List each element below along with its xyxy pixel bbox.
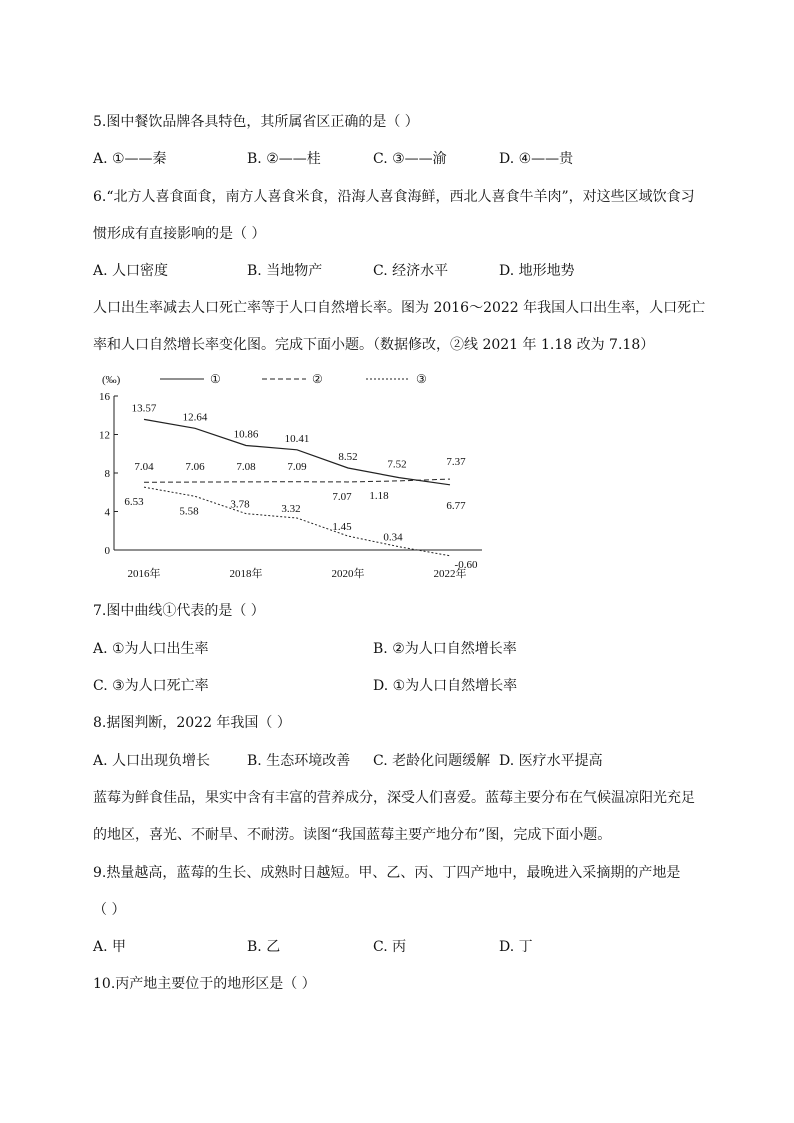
data-label: 7.07: [332, 490, 352, 503]
data-label: 7.04: [134, 461, 154, 474]
legend-label: ③: [416, 372, 427, 386]
legend-label: ①: [210, 372, 221, 386]
data-label: 7.09: [287, 460, 307, 473]
q8-stem: 8.据图判断，2022 年我国（ ）: [93, 715, 291, 731]
q9-option-d[interactable]: D. 丁: [499, 939, 533, 955]
data-label: 7.52: [387, 458, 407, 471]
y-tick-label: 12: [99, 429, 110, 442]
x-tick-label: 2022年: [433, 568, 467, 580]
q6-option-d[interactable]: D. 地形地势: [499, 263, 575, 279]
q9-option-b[interactable]: B. 乙: [247, 939, 281, 955]
chart-legend: [160, 372, 427, 386]
x-tick-label: 2016年: [127, 568, 161, 580]
data-label: 8.52: [338, 450, 358, 463]
data-label: 3.32: [281, 503, 301, 516]
q5-option-d[interactable]: D. ④——贵: [499, 151, 574, 167]
q9-stem-line2: （ ）: [93, 902, 126, 918]
data-label: 7.37: [446, 456, 466, 469]
data-label: 10.41: [284, 432, 310, 445]
data-label: 12.64: [182, 411, 208, 424]
y-axis-unit: (‰): [102, 374, 121, 386]
series-line: [144, 487, 450, 556]
q8-option-b[interactable]: B. 生态环境改善: [247, 753, 351, 769]
chart-axes: [99, 374, 482, 580]
q8-option-d[interactable]: D. 医疗水平提高: [499, 753, 603, 769]
data-label: 1.18: [369, 489, 389, 502]
x-tick-label: 2018年: [229, 568, 263, 580]
series-line: [144, 479, 450, 482]
population-rate-chart: [90, 368, 490, 583]
q7-stem: 7.图中曲线①代表的是（ ）: [93, 603, 265, 619]
q5-option-b[interactable]: B. ②——桂: [247, 151, 321, 167]
data-label: 7.08: [236, 460, 256, 473]
data-label: 13.57: [131, 402, 157, 415]
q6-option-c[interactable]: C. 经济水平: [373, 263, 449, 279]
intro2-line2: 的地区，喜光、不耐旱、不耐涝。读图“我国蓝莓主要产地分布”图，完成下面小题。: [93, 827, 612, 843]
data-label: 6.77: [446, 499, 466, 512]
intro1-line2: 率和人口自然增长率变化图。完成下面小题。（数据修改，②线 2021 年 1.18 改为 7.18）: [93, 337, 655, 353]
y-tick-label: 16: [99, 391, 110, 403]
data-label: -0.60: [454, 558, 478, 571]
q6-option-a[interactable]: A. 人口密度: [93, 263, 169, 279]
series-line: [144, 419, 450, 484]
data-label: 7.06: [185, 461, 205, 474]
q7-option-b[interactable]: B. ②为人口自然增长率: [373, 641, 517, 657]
data-label: 5.58: [179, 505, 199, 518]
q7-option-d[interactable]: D. ①为人口自然增长率: [373, 678, 518, 694]
q7-option-c[interactable]: C. ③为人口死亡率: [93, 678, 209, 694]
legend-label: ②: [312, 372, 323, 386]
q8-option-a[interactable]: A. 人口出现负增长: [93, 753, 211, 769]
intro1-line1: 人口出生率减去人口死亡率等于人口自然增长率。图为 2016～2022 年我国人口出生率，人口死亡: [93, 300, 706, 316]
data-label: 6.53: [124, 496, 144, 509]
data-label: 1.45: [332, 521, 352, 534]
q6-stem-line1: 6.“北方人喜食面食，南方人喜食米食，沿海人喜食海鲜，西北人喜食牛羊肉”，对这些区域饮食习: [93, 189, 695, 205]
y-tick-label: 0: [104, 545, 110, 557]
intro2-line1: 蓝莓为鲜食佳品，果实中含有丰富的营养成分，深受人们喜爱。蓝莓主要分布在气候温凉阳光充足: [93, 790, 695, 806]
data-label: 10.86: [233, 428, 259, 441]
q5-stem: 5.图中餐饮品牌各具特色，其所属省区正确的是（ ）: [93, 114, 419, 130]
q10-stem: 10.丙产地主要位于的地形区是（ ）: [93, 976, 316, 992]
x-tick-label: 2020年: [331, 568, 365, 580]
q5-option-a[interactable]: A. ①——秦: [93, 151, 167, 167]
q9-option-a[interactable]: A. 甲: [93, 939, 127, 955]
data-label: 3.78: [230, 498, 250, 511]
q7-option-a[interactable]: A. ①为人口出生率: [93, 641, 209, 657]
q9-stem: 9.热量越高，蓝莓的生长、成熟时日越短。甲、乙、丙、丁四产地中，最晚进入采摘期的产地是: [93, 865, 681, 881]
chart-data-labels: [124, 402, 478, 570]
q8-option-c[interactable]: C. 老龄化问题缓解: [373, 753, 491, 769]
q9-option-c[interactable]: C. 丙: [373, 939, 407, 955]
q5-option-c[interactable]: C. ③——渝: [373, 151, 447, 167]
y-tick-label: 4: [104, 506, 110, 519]
q6-stem-line2: 惯形成有直接影响的是（ ）: [93, 226, 266, 242]
q6-option-b[interactable]: B. 当地物产: [247, 263, 323, 279]
data-label: 0.34: [383, 531, 403, 544]
y-tick-label: 8: [104, 468, 110, 480]
